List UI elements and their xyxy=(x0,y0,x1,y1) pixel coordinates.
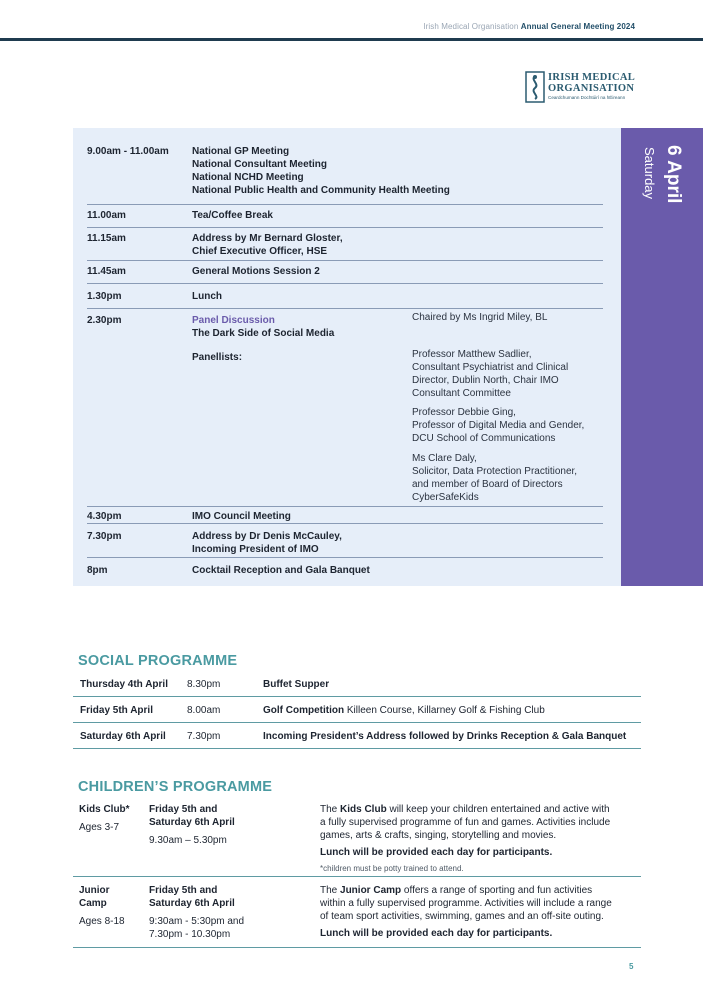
schedule-item: IMO Council Meeting xyxy=(192,511,291,522)
schedule-time: 11.45am xyxy=(87,266,126,277)
imo-logo xyxy=(525,71,640,103)
schedule-row xyxy=(87,265,603,284)
schedule-item: General Motions Session 2 xyxy=(192,266,320,277)
date-line: Saturday 6th April xyxy=(149,817,235,828)
social-time: 8.30pm xyxy=(187,679,221,690)
panel-title: The Dark Side of Social Media xyxy=(192,328,335,339)
schedule-item: Chief Executive Officer, HSE xyxy=(192,246,328,257)
panellist-line: Professor Matthew Sadlier, xyxy=(412,349,532,360)
panellist-line: and member of Board of Directors xyxy=(412,479,563,490)
desc-line: within a fully supervised programme. Activities will include a range xyxy=(320,898,612,909)
date-line: Friday 5th and xyxy=(149,885,218,896)
time-line: 7.30pm - 10.30pm xyxy=(149,929,231,940)
schedule-time: 8pm xyxy=(87,565,108,576)
lunch-note: Lunch will be provided each day for participants. xyxy=(320,928,553,939)
panellist xyxy=(412,348,568,400)
panellist-line: Professor of Digital Media and Gender, xyxy=(412,420,585,431)
schedule-item: Cocktail Reception and Gala Banquet xyxy=(192,565,370,576)
junior-camp-block xyxy=(73,878,641,948)
running-header xyxy=(423,22,635,31)
date-label xyxy=(641,145,685,235)
desc-rest: will keep your children entertained and active with xyxy=(386,804,610,815)
schedule-item: Address by Dr Denis McCauley, xyxy=(192,531,342,542)
panellist-line: Solicitor, Data Protection Practitioner, xyxy=(412,466,578,477)
date-main: 6 April xyxy=(663,145,684,204)
date-day: Saturday xyxy=(642,147,657,200)
name-line: Camp xyxy=(79,898,107,909)
panellist xyxy=(412,452,577,504)
panellists-label: Panellists: xyxy=(192,352,243,363)
kids-club-times: 9.30am – 5.30pm xyxy=(149,835,227,846)
panel-heading: Panel Discussion xyxy=(192,315,275,326)
junior-camp-times xyxy=(149,915,244,941)
panellist-line: CyberSafeKids xyxy=(412,492,479,503)
kids-club-block xyxy=(73,800,641,877)
desc-rest: offers a range of sporting and fun activities xyxy=(401,885,593,896)
schedule-item: Address by Mr Bernard Gloster, xyxy=(192,233,343,244)
schedule-item: National Public Health and Community Health Meeting xyxy=(192,185,450,196)
header-event-name: Annual General Meeting 2024 xyxy=(520,22,635,31)
header-rule xyxy=(0,38,703,41)
schedule-items xyxy=(192,145,450,197)
schedule-row xyxy=(87,530,603,558)
desc-pre: The xyxy=(320,885,341,896)
kids-club-name: Kids Club* xyxy=(79,804,130,815)
social-time: 8.00am xyxy=(187,705,221,716)
social-event-bold: Incoming President’s Address followed by Drinks Reception & Gala Banquet xyxy=(263,731,627,742)
desc-bold: Junior Camp xyxy=(340,885,402,896)
kids-club-dates xyxy=(149,803,235,829)
junior-camp-ages: Ages 8-18 xyxy=(79,916,125,927)
kids-club-description xyxy=(320,803,610,875)
schedule-time: 4.30pm xyxy=(87,511,122,522)
desc-line: games, arts & crafts, singing, storytelling and movies. xyxy=(320,830,557,841)
schedule-item: National GP Meeting xyxy=(192,146,290,157)
childrens-programme-title: CHILDREN’S PROGRAMME xyxy=(78,779,273,795)
social-row xyxy=(73,723,641,749)
desc-line: a fully supervised programme of fun and games. Activities include xyxy=(320,817,611,828)
schedule-time: 11.00am xyxy=(87,210,126,221)
schedule-item: Incoming President of IMO xyxy=(192,544,319,555)
desc-line: of team sport activities, swimming, games and an off-site outing. xyxy=(320,911,604,922)
panellist-line: Ms Clare Daly, xyxy=(412,453,477,464)
imo-emblem-icon xyxy=(525,71,545,103)
schedule-item: National Consultant Meeting xyxy=(192,159,327,170)
social-event xyxy=(263,731,626,742)
social-programme-title: SOCIAL PROGRAMME xyxy=(78,653,238,669)
header-org-name: Irish Medical Organisation xyxy=(423,22,519,31)
schedule-row xyxy=(87,564,603,579)
social-event xyxy=(263,705,545,716)
schedule-item: National NCHD Meeting xyxy=(192,172,304,183)
desc-bold: Kids Club xyxy=(340,804,387,815)
schedule-row xyxy=(87,290,603,309)
panellist-line: DCU School of Communications xyxy=(412,433,556,444)
schedule-time: 9.00am - 11.00am xyxy=(87,146,169,157)
schedule-time: 1.30pm xyxy=(87,291,122,302)
junior-camp-description xyxy=(320,884,612,940)
desc-line xyxy=(320,803,610,816)
panellist-line: Consultant Psychiatrist and Clinical xyxy=(412,362,569,373)
kids-club-ages: Ages 3-7 xyxy=(79,822,120,833)
social-time: 7.30pm xyxy=(187,731,221,742)
logo-text-line1: IRISH MEDICAL xyxy=(548,72,636,83)
junior-camp-dates xyxy=(149,884,235,910)
schedule-time: 2.30pm xyxy=(87,315,122,326)
panel-discussion xyxy=(192,314,334,364)
date-line: Friday 5th and xyxy=(149,804,218,815)
panellist-line: Professor Debbie Ging, xyxy=(412,407,516,418)
social-day: Saturday 6th April xyxy=(80,731,166,742)
social-row xyxy=(73,671,641,697)
social-row xyxy=(73,697,641,723)
panel-chair: Chaired by Ms Ingrid Miley, BL xyxy=(412,312,548,323)
schedule-items xyxy=(192,530,342,556)
desc-pre: The xyxy=(320,804,341,815)
schedule-row-panel xyxy=(87,314,603,507)
date-line: Saturday 6th April xyxy=(149,898,235,909)
schedule-items xyxy=(192,232,343,258)
time-line: 9:30am - 5:30pm and xyxy=(149,916,245,927)
social-event-bold: Golf Competition xyxy=(263,705,345,716)
schedule-time: 11.15am xyxy=(87,233,126,244)
social-event-bold: Buffet Supper xyxy=(263,679,330,690)
junior-camp-name xyxy=(79,884,110,910)
social-event xyxy=(263,679,329,690)
schedule-row xyxy=(87,145,603,205)
schedule-row xyxy=(87,209,603,228)
social-day: Thursday 4th April xyxy=(80,679,168,690)
schedule-item: Tea/Coffee Break xyxy=(192,210,273,221)
schedule-row xyxy=(87,232,603,261)
logo-subtitle: Ceardchumann Dochtúirí na hÉireann xyxy=(548,95,626,100)
social-event-detail: Killeen Course, Killarney Golf & Fishing Club xyxy=(344,705,545,716)
schedule-item: Lunch xyxy=(192,291,222,302)
schedule-time: 7.30pm xyxy=(87,531,122,542)
panellist-line: Consultant Committee xyxy=(412,388,511,399)
lunch-note: Lunch will be provided each day for participants. xyxy=(320,847,553,858)
logo-text-line2: ORGANISATION xyxy=(548,83,635,94)
panellist-line: Director, Dublin North, Chair IMO xyxy=(412,375,559,386)
schedule-row xyxy=(87,510,603,524)
desc-line xyxy=(320,884,612,897)
name-line: Junior xyxy=(79,885,110,896)
panellist xyxy=(412,406,584,445)
page-number: 5 xyxy=(629,962,634,971)
social-day: Friday 5th April xyxy=(80,705,153,716)
potty-note: *children must be potty trained to attend. xyxy=(320,864,464,873)
